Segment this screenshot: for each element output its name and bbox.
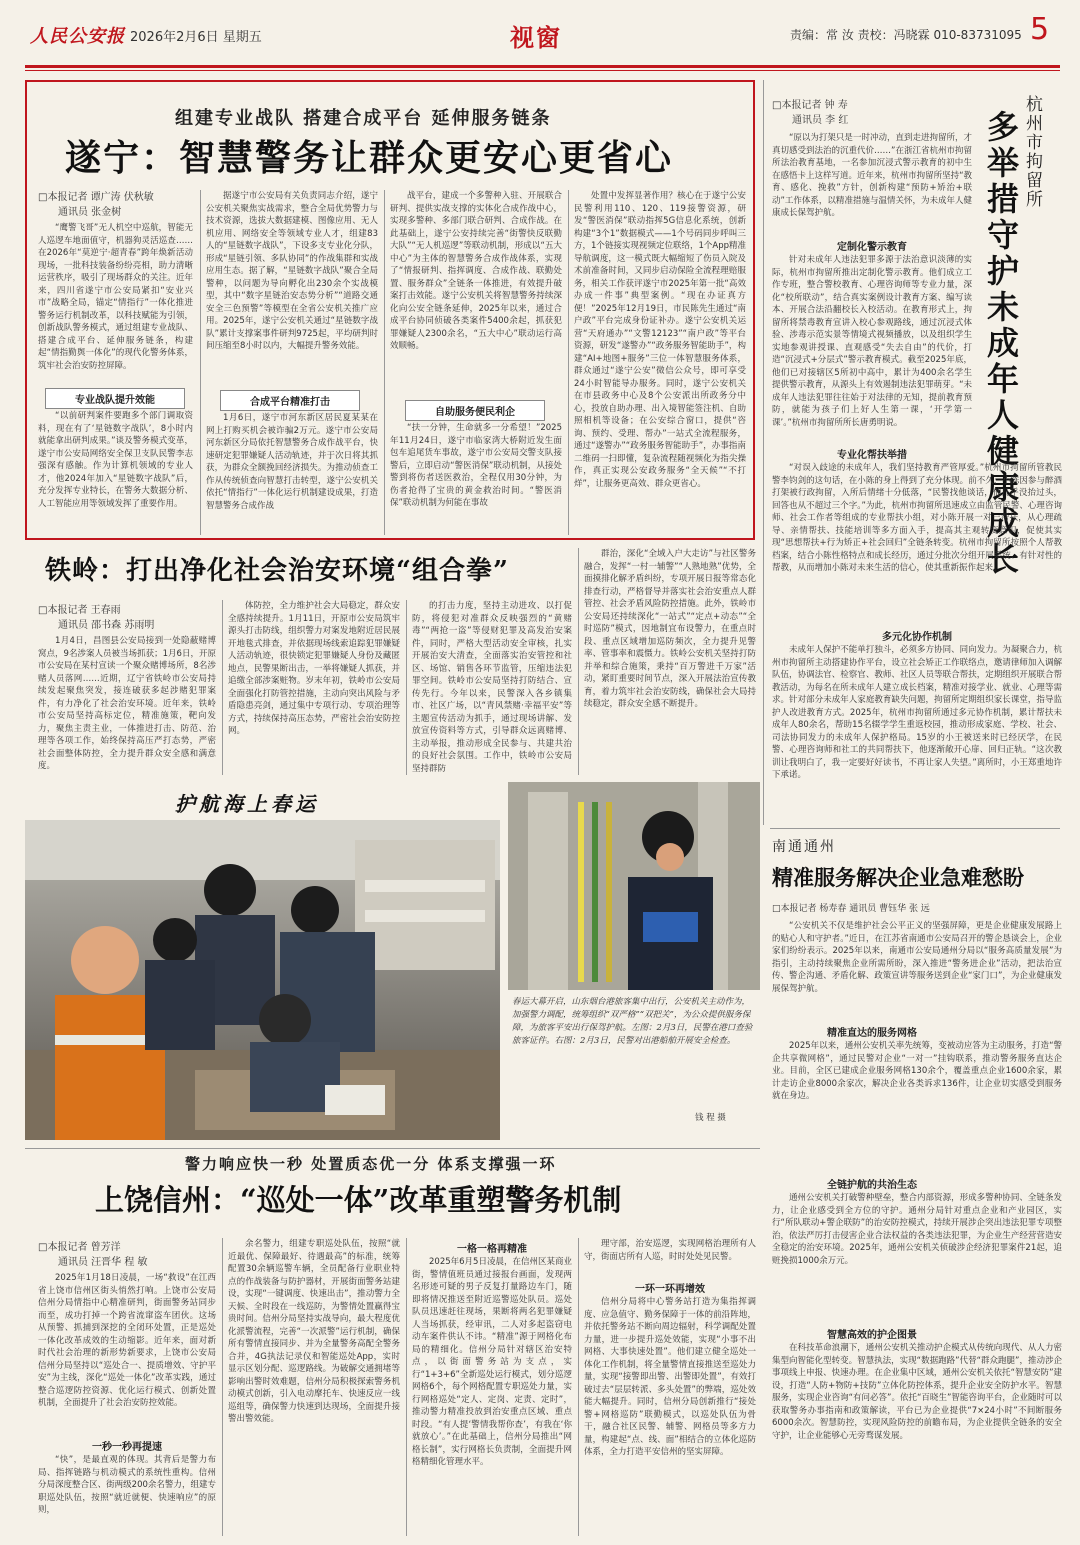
article-suining-col2: 据遂宁市公安局有关负责同志介绍，遂宁公安机关聚焦实战需求，整合全局优势警力与技术资源，选拔大数据建模、图像应用、无人机应用、网络安全等领域专业人才，组建83人的“星链数字战队”，下设多支专业化分队，形成“星链引领、多队协同”的作战集群和实战应用生态。据了解，“星链数字战队”聚合全局警种，以问题为导向孵化出230余个实战模型，其中“数字星链治安态势分析”“道路交通安全三色预警”等模型在全省公安机关推广应用。2025年，遂宁公安机关通过“星链数字战队”累计支撑案事件研判9725起，平均研判时间压缩至8小时以内，大幅提升警务效能。 xyxy=(206,191,378,351)
article-suining-subhead-3: 自助服务便民利企 xyxy=(405,400,545,421)
article-suining-col1: “鹰警飞哥”无人机空中巡航，智能无人巡逻车地面值守，机器狗灵活巡查……在2026年“莫逆宁·超青春”跨年焕新活动现场，一批科技装备纷纷亮相，助力清晰运营秩序，吸引了现场群众的关注。近年来，四川省遂宁市公安局紧扣“安业兴市”战略全局，锚定“情指行”一体化推进警务运行机制改革，以科技赋能为引领，创新战队警务模式，通过组建专业战队、搭建合成平台、延伸服务链条，构建起“情指勤舆一体化”的现代化警务体系，筑牢社会治安防控屏障。 xyxy=(38,223,193,371)
article-tieling-col3: 的打击力度，坚持主动进攻、以打促防，将侵犯对准群众反映强烈的“黄赌毒”“两抢一盗”等侵财犯罪及高发治安案件，同时，严格大型活动安全审核，扎实开展治安大清查，全面落实治安管控和社区、场馆、销售各环节监管，压缩违法犯罪空间。铁岭市公安局坚持打防结合、宣传先行。今年以来，民警深入各乡镇集市、社区广场，以“青风禁赌·幸福平安”等主题宣传活动为抓手，通过现场讲解、发放宣传资料等方式，引导群众远离赌博、主动举报，推动形成全民参与、共建共治的良好社会氛围。工作中，铁岭市公安局坚持群防 xyxy=(412,601,572,774)
column-divider xyxy=(222,1238,223,1536)
section-divider xyxy=(770,828,1060,829)
article-nantong-col1: “公安机关不仅是维护社会公平正义的坚强屏障，更是企业健康发展路上的贴心人和守护者。”近日，在江苏省南通市公安局召开的警企恳谈会上，企业家们纷纷表示。2025年以来，南通市公安局通州分局以“服务高质量发展”为指引，主动持续聚焦企业所需所盼，深入推进“警务进企业”活动，把法治宣传、警企沟通、矛盾化解、政策宣讲等服务送到企业“家门口”，为企业健康发展保驾护航。 xyxy=(772,921,1062,994)
masthead-rule-thin xyxy=(25,70,1060,71)
section-divider xyxy=(25,1148,760,1149)
column-divider xyxy=(222,600,223,775)
article-shangrao-col1: 2025年1月18日凌晨，一场“救设”在江西省上饶市信州区街头悄然打响。上饶市公安局信州分局情指中心精准研判，街面警务站同步而至，成功打掉一个跨省流窜盗车团伙。这场从预警、抓捕到深挖的全闭环处置，正是巡处一体化改革成效的生动缩影。近年来，面对新时代社会治理的新形势新要求，上饶市公安局信州分局坚持以“巡处合一、提质增效、守护平安”为主线，深化“巡处一体化”改革实践，通过整合巡逻防控资源、优化运行模式、创新处置机制，全面提升了社会治安防控效能。 xyxy=(38,1273,216,1408)
article-hangzhou-headline: 多举措守护未成年人健康成长 xyxy=(982,110,1020,578)
column-divider xyxy=(384,190,385,535)
article-nantong-byline: □本报记者 杨寿春 通讯员 曹钰华 张 远 xyxy=(772,904,930,914)
article-nantong-subhead-2: 全链护航的共治生态 xyxy=(827,1180,917,1191)
photo-right-vessel-check xyxy=(508,782,760,990)
editors-credit: 责编：常 汝 责校：冯晓霖 010-83731095 xyxy=(790,28,1022,42)
article-suining-col3b: “扶一分钟，生命就多一分希望！”2025年11月24日，遂宁市临家湾大桥附近发生面包车追尾货车事故，遂宁市公安局交警支队接警后，立即启动“警医消保”联动机制，从接处警到将伤者送医救治，全程仅用30分钟，为伤者抢得了宝贵的黄金救治时间。“警医消保”联动机制为何能在事故 xyxy=(390,423,562,508)
article-suining-col4: 处置中发挥显著作用？核心在于遂宁公安民警利用110、120、119接警资源，研发“警医消保”联动指挥5G信息化系统，创新构建“3个1”数据模式——1个号码同步呼叫三方，1个链接实现视频定位联络，1个App精准导航调度，这一模式既大幅缩短了伤员入院及术前准备时间，又同步启动保险全流程理赔服务，相关工作获评遂宁市2025年第一批“高效办成一件事”典型案例。“现在办证真方便！”2025年12月19日，市民陈先生通过“南户政”平台完成身份证补办。遂宁公安机关运营“天府通办”“文警12123”“南户政”等平台资源，研发“遂警办”“政务服务智能助手”，构建“AI+地图+服务”三位一体智慧服务体系，群众通过“遂宁公安”微信公众号，即可享受24小时智能导办服务。同时，遂宁公安机关在市县政务中心及8个公安派出所政务分中心，投放自助办理、出入境智能签注机、自助照相机等设备；在公安综合窗口，提供“咨询、预约、受理、帮办”一站式全流程服务，通过“遂警办”“政务服务智能助手”，办事指南二维码一扫即懂，复杂流程随视频化为指尖操作，真正实现公安政务服务“全天候”“不打烊”，让服务更高效、群众更省心。 xyxy=(574,191,746,489)
article-suining-col1b: “以前研判案件要跑多个部门调取资料，现在有了‘星链数字战队’，8小时内就能拿出研判成果。”谈及警务模式变革，遂宁市公安局网络安全保卫支队民警李志强深有感触。作为计算机领域的专业人才，他2024年加入“星链数字战队”后，充分发挥专业特长，在警务大数据分析、人工智能应用等领域发挥了重要作用。 xyxy=(38,411,193,509)
newspaper-logo: 人民公安报 xyxy=(30,26,125,47)
column-divider xyxy=(578,548,579,775)
photo-caption: 春运大幕开启，山东烟台港旅客集中出行，公安机关主动作为，加强警力调配，统筹组织“双严格”“双把关”，为公众提供服务保障，为旅客平安出行保驾护航。左图：2月3日，民警在港口查验旅客证件。右图：2月3日，民警对出港船舶开展安全检查。 xyxy=(512,997,753,1046)
article-shangrao-subhead-2: 一格一格再精准 xyxy=(457,1244,527,1255)
column-divider xyxy=(763,80,764,825)
byline-correspondent: 通讯员 李 红 xyxy=(792,115,849,126)
article-suining-col3: 战平台，建成一个多警种入驻、开展联合研判、提供实战支撑的实体化合成作战中心，实现多警种、多部门联合研判、合成作战。在此基础上，遂宁公安持续完善“街警快反联勤大队”“无人机巡逻”等联动机制，形成以“五大中心”为主体的智慧警务合成作战体系，实现了“情报研判、指挥调度、合成作战、联勤处置、服务群众”全链条一体推进，有效提升破案打击效能。遂宁公安机关将智慧警务持续深化向公安全链条延伸，2025年以来，通过合成平台协同侦破各类案件5400余起，抓获犯罪嫌疑人2300余名，“五大中心”联动运行高效顺畅。 xyxy=(390,191,562,351)
article-shangrao-subhead-1: 一秒一秒再提速 xyxy=(92,1442,162,1453)
article-shangrao-col1b: “快”，是最直观的体现。其背后是警力布局、指挥链路与机动模式的系统性重构。信州分局深度整合区、街两级200余名警力，组建专职巡处队伍，按照“就近就便、快速响应”的原则， xyxy=(38,1455,216,1515)
photo-left-ferry-inspection xyxy=(25,820,500,1140)
article-nantong-subhead-1: 精准直达的服务网格 xyxy=(827,1028,917,1039)
issue-date: 2026年2月6日 星期五 xyxy=(130,30,262,45)
article-shangrao-headline: 上饶信州：“巡处一体”改革重塑警务机制 xyxy=(95,1183,622,1217)
article-shangrao-col4: 理守部，治安巡逻，实现网格治理所有人守，街面店所有人巡，时时处处见民警。 xyxy=(584,1239,756,1262)
article-nantong-col1b: 2025年以来，通州公安机关率先统筹，变被动应答为主动服务，打造“警企共享微网格”，通过民警对企业“一对一”挂钩联系，推动警务服务直达企业。目前，全区已建成企业服务网格130余个，覆盖重点企业1600余家，累计走访企业8000余家次，解决企业各类诉求136件，让企业切实感受到服务就在身边。 xyxy=(772,1041,1062,1101)
article-shangrao-byline xyxy=(38,1240,148,1270)
article-shangrao-col3: 2025年6月5日凌晨，在信州区某商业街，警情值班员通过接报台画面，发现两名形迹可疑的男子反复打量路边车门，随即将情况推送至附近巡警巡处队员。巡处队员迅速赶往现场，果断将两名犯罪嫌疑人当场抓获，经审讯，二人对多起盗窃电动车案件供认不讳。“精准”源于网格化布局的精细化。信州分局针对辖区治安特点，以街面警务站为支点，实行“1+3+6”全新巡处运行模式，划分巡逻网格6个，每个网格配置专职巡处力量，实行网格巡处“定人、定岗、定责、定时”，推动警力精准投放到治安重点区域、重点时段。“有人提‘警情我帮你查’，有我在‘你就放心’。”在此基础上，信州分局推出“网格长制”，实行网格长负责制，全面提升网格精细化管理水平。 xyxy=(412,1257,572,1467)
article-suining-headline: 遂宁：智慧警务让群众更安心更省心 xyxy=(65,137,674,179)
byline-reporters: □本报记者 王春雨 xyxy=(38,605,121,616)
byline-correspondent: 通讯员 汪晋华 程 敏 xyxy=(58,1257,148,1268)
photo-credit: 钱 程 摄 xyxy=(695,1113,726,1123)
article-shangrao-kicker: 警力响应快一秒 处置质态优一分 体系支撑强一环 xyxy=(185,1155,557,1173)
masthead xyxy=(0,0,1080,80)
article-suining-col2b: 1月6日，遂宁市河东新区居民夏某某在网上打购买机会被诈骗2万元。遂宁市公安局河东新区分局依托智慧警务合成作战平台，快速研定犯罪嫌疑人活动轨迹，并于次日将其抓获，为群众全额挽回经济损失。为推动侦查工作从传统侦查向智慧打击转型，遂宁公安机关依托“情指行”一体化运行机制建设成果，打造智慧警务合成作战 xyxy=(206,413,378,511)
article-suining-byline xyxy=(38,190,154,220)
article-nantong-col2: 通州公安机关打破警种壁垒，整合内部资源，形成多警种协同、全链条发力，让企业感受到全方位的守护。通州分局针对重点企业和产业园区，实行“所队联动+警企联防”的治安防控模式，持续开展涉企突出违法犯罪专项整治，依法严厉打击侵害企业合法权益的各类违法犯罪，为企业生产经营营造安全稳定的治安环境。2025年，通州公安机关侦破涉企经济犯罪案件21起，追赃挽损1000余万元。 xyxy=(772,1193,1062,1266)
article-hangzhou-byline xyxy=(772,98,848,128)
article-hangzhou-subhead-3: 多元化协作机制 xyxy=(882,632,952,643)
byline-reporters: □本报记者 曾芳洋 xyxy=(38,1242,121,1253)
photo-right-image xyxy=(508,782,760,990)
masthead-rule xyxy=(25,65,1060,68)
article-nantong-kicker: 南通通州 xyxy=(772,839,836,855)
photo-spread-title: 护航海上春运 xyxy=(175,792,319,816)
article-hangzhou-col3: 未成年人保护不能单打独斗，必须多方协同、同向发力。为凝聚合力，杭州市拘留所主动搭建协作平台，设立社会矫正工作联络点，邀请律师加入调解队伍，协调法官、检察官、教师、社区人员等联合帮扶，定期组织开展联合帮教活动，为每名在所未成年人建立成长档案，精准对接学业、就业、心理等需求。针对部分未成年人家庭教育缺失问题，拘留所定期组织家长课堂，指导监护人改进教育方式。2025年，杭州市拘留所通过多元协作机制，累计帮扶未成年人80余名，帮助15名辍学学生重返校园，推动形成家庭、学校、社会、司法协同发力的未成年人保护格局。15岁的小王被送来时已经厌学，在民警、心理咨询师和社工的共同帮扶下，他逐渐敞开心扉、回归正轨。“这次教训让我明白了，我一定要好好读书，不再让家人失望。”离所时，小王郑重地许下承诺。 xyxy=(772,645,1062,780)
article-tieling-headline: 铁岭：打出净化社会治安环境“组合拳” xyxy=(45,556,509,586)
article-hangzhou-col2: “对误入歧途的未成年人，我们坚持教育严管厚爱。”杭州市拘留所管教民警李钧剑的这句话，在小陈的身上得到了充分体现。前不久，小陈因参与醉酒打架被行政拘留，入所后情绪十分低落，“民警找他谈话，他几乎没抬过头，回答也从不超过三个字。”为此，杭州市拘留所迅速成立由监管民警、心理咨询师、社会工作者等组成的专业帮扶小组，对小陈开展一对一帮扶，从心理疏导、亲情帮扶、技能培训等多方面入手，提高其主观转变意识，促使其实现“思想帮扶+行为矫正+社会回归”全链条转变。杭州市拘留所按照个人帮教档案，结合小陈性格特点和成长经历，通过分批次分组开展系统、有针对性的帮教，从而增加小陈对未来生活的信心，使其重新振作起来。 xyxy=(772,463,1062,573)
section-title: 视窗 xyxy=(510,24,562,52)
column-divider xyxy=(578,1238,579,1536)
article-hangzhou-kicker: 杭州市拘留所 xyxy=(1022,95,1042,209)
column-divider xyxy=(200,190,201,535)
page-number: 5 xyxy=(1030,12,1050,47)
article-nantong-subhead-3: 智慧高效的护企图景 xyxy=(827,1330,917,1341)
article-suining-kicker: 组建专业战队 搭建合成平台 延伸服务链条 xyxy=(175,108,552,129)
article-shangrao-subhead-3: 一环一环再增效 xyxy=(635,1284,705,1295)
column-divider xyxy=(568,190,569,535)
article-tieling-col4: 群治，深化“全域入户大走访”与社区警务融合，发挥“一村一辅警”“人熟地熟”优势，全面摸排化解矛盾纠纷，专项开展日报等常态化排查行动，严格督导并落实社会治安重点人群管控、社会矛盾风险防控措施。此外，铁岭市公安局还持续深化“一站式”“定点+动态”“全时巡防”模式，因地制宜布设警力，在重点时段、重点区域增加巡防频次，全力提升见警率、管事率和震慑力。铁岭公安机关坚持打防并举和综合施策，秉持“百万警进千万家”活动，紧盯重要时间节点，深入开展法治宣传教育，着力筑牢社会治安防线，确保社会大局持续稳定，群众安全感不断提升。 xyxy=(584,549,756,709)
article-hangzhou-subhead-2: 专业化帮扶举措 xyxy=(837,450,907,461)
article-hangzhou-subhead-1: 定制化警示教育 xyxy=(837,242,907,253)
article-shangrao-col4b: 信州分局将中心警务站打造为集指挥调度、应急值守、勤务保障于一体的前沿阵地，并依托警务站不断向周边辐射，科学调配处置力量，进一步提升巡处效能，实现“小事不出网格、大事快速处置”。他们建立健全巡处一体化工作机制，将全量警情直接推送至巡处力量，实现“接警即出警、出警即处置”，有效打破过去“层层转派、多头处置”的弊端，巡处效能大幅提升。同时，信州分局创新推行“接处警+网格巡防”联勤模式，以巡处队伍为骨干，融合社区民警、辅警、网格员等多方力量，构建起“点、线、面”相结合的立体化巡防体系，全力打造平安信州的坚实屏障。 xyxy=(584,1297,756,1457)
article-tieling-byline xyxy=(38,603,154,633)
byline-reporters: □本报记者 钟 寿 xyxy=(772,100,848,111)
article-nantong-headline: 精准服务解决企业急难愁盼 xyxy=(772,865,1024,890)
article-shangrao-col2: 余名警力，组建专职巡处队伍，按照“就近最优、保障最好、待遇最高”的标准，统筹配置30余辆巡警车辆，全员配备行业职业特点的作战装备与防护器材，开展街面警务站建设，实现“一键调度、快速出击”，推动警力全天候、全时段在一线巡防，为警情处置赢得宝贵时间。信州分局坚持实战导向，最大程度优化派警流程，完善“一次派警”运行机制，确保所有警情直接同步、并为全量警务高配全警务合并，4G执法记录仪和智能巡处App，实时显示区划分配、巡逻路线。为破解交通拥堵等影响出警时效难题，信州分局积极探索警务机动模式创新，引入电动摩托车、快速反应一线巡组等，确保警力快速到达现场，全面提升接警出警效能。 xyxy=(228,1239,400,1424)
byline-reporters: □本报记者 谭广涛 伏秋敏 xyxy=(38,192,154,203)
article-tieling-col1: 1月4日，昌图县公安局接到一处隐蔽赌博窝点，9名涉案人员被当场抓获；1月6日，开原市公安局在某村宣读一个聚众赌博场所，8名涉赌人员落网……近期，辽宁省铁岭市公安局持续发起聚焦突发，接连破获多起涉赌犯罪案件，有力净化了社会治安环境。近年来，铁岭市公安局坚持高标定位，精准施策，靶向发力，聚焦主责主业，一体推进打击、防范、治理等各项工作，始终保持高压严打态势，严密社会面整体防控，全力提升群众安全感和满意度。 xyxy=(38,636,216,771)
column-divider xyxy=(406,600,407,775)
byline-correspondent: 通讯员 张金树 xyxy=(58,207,122,218)
article-suining-subhead-1: 专业战队提升效能 xyxy=(45,388,185,409)
article-hangzhou-col1b: 针对未成年人违法犯罪多源于法治意识淡薄的实际，杭州市拘留所推出定制化警示教育。他们成立工作专班，整合警校教育、心理咨询师等专业力量，深化“校所联动”，结合真实案例设计教育方案、编写读本、开展合法沿翻校长入校活动。在教育形式上，拘留所将禁毒教育宣讲入校心参观路线，通过沉浸式体验、涉毒示范实景等情境式视频播放，以及组织学生实地参观讲授课、直观感受“失去自由”的代价，打造“沉浸式+分层式”警示教育模式。截至2025年底，他们已对接辖区5所初中高中，累计为400余名学生提供警示教育，从源头上有效遏制违法犯罪萌芽。“未成年人违法犯罪往往始于对法律的无知，提前教育预防，就能为孩子们上好人生第一课，‘开学第一课’。”杭州市拘留所所长唐勇明说。 xyxy=(772,255,972,428)
article-suining-subhead-2: 合成平台精准打击 xyxy=(220,390,360,411)
photo-left-image xyxy=(25,820,500,1140)
byline-correspondent: 通讯员 邵书森 苏雨明 xyxy=(58,620,155,631)
article-hangzhou-col1: “原以为打架只是一时冲动，直到走进拘留所，才真切感受到法治的沉重代价……”在浙江省杭州市拘留所法治教育基地，一名参加沉浸式警示教育的初中生在感悟卡上这样写道。近年来，杭州市拘留所坚持“教育、感化、挽救”方针，创新构建“预防+矫治+联动”工作体系，以精准措施与温情关怀，为未成年人健康成长保驾护航。 xyxy=(772,133,972,218)
article-tieling-col2: 体防控，全力维护社会大局稳定，群众安全感持续提升。1月11日，开原市公安局筑牢源头打击防线，组织警力对案发地附近居民展开地毯式排查，并依据现场线索追踪犯罪嫌疑人活动轨迹，很快锁定犯罪嫌疑人身份及藏匿地点，民警果断出击，一举将嫌疑人抓获，并追缴全部涉案赃物。岁末年初，铁岭市公安局全面强化打防管控措施，主动向突出风险与矛盾隐患亮剑，通过集中专项行动、专项治理等方式，持续保持高压态势，严密社会治安防控网。 xyxy=(228,601,400,736)
article-nantong-col3: 在科技革命浪潮下，通州公安机关推动护企模式从传统向现代、从人力密集型向智能化型转变。智慧执法，实现“数据跑路”代替“群众跑腿”，推动涉企事项线上申报、快速办理。在企业集中区域，通州公安机关依托“智慧安防”建设，打造“人防+物防+技防”立体化防控体系，提升企业安全防护水平。智慧服务，实现企业咨询“有问必答”。依托“百晓生”智能咨询平台，企业随时可以获取警务办事指南和政策解读，平台已为企业提供“7×24小时”不间断服务6000余次。智慧防控，实现风险防控的前瞻布局，为企业提供全链条的安全守护，让企业能够心无旁骛谋发展。 xyxy=(772,1343,1062,1441)
column-divider xyxy=(406,1238,407,1536)
